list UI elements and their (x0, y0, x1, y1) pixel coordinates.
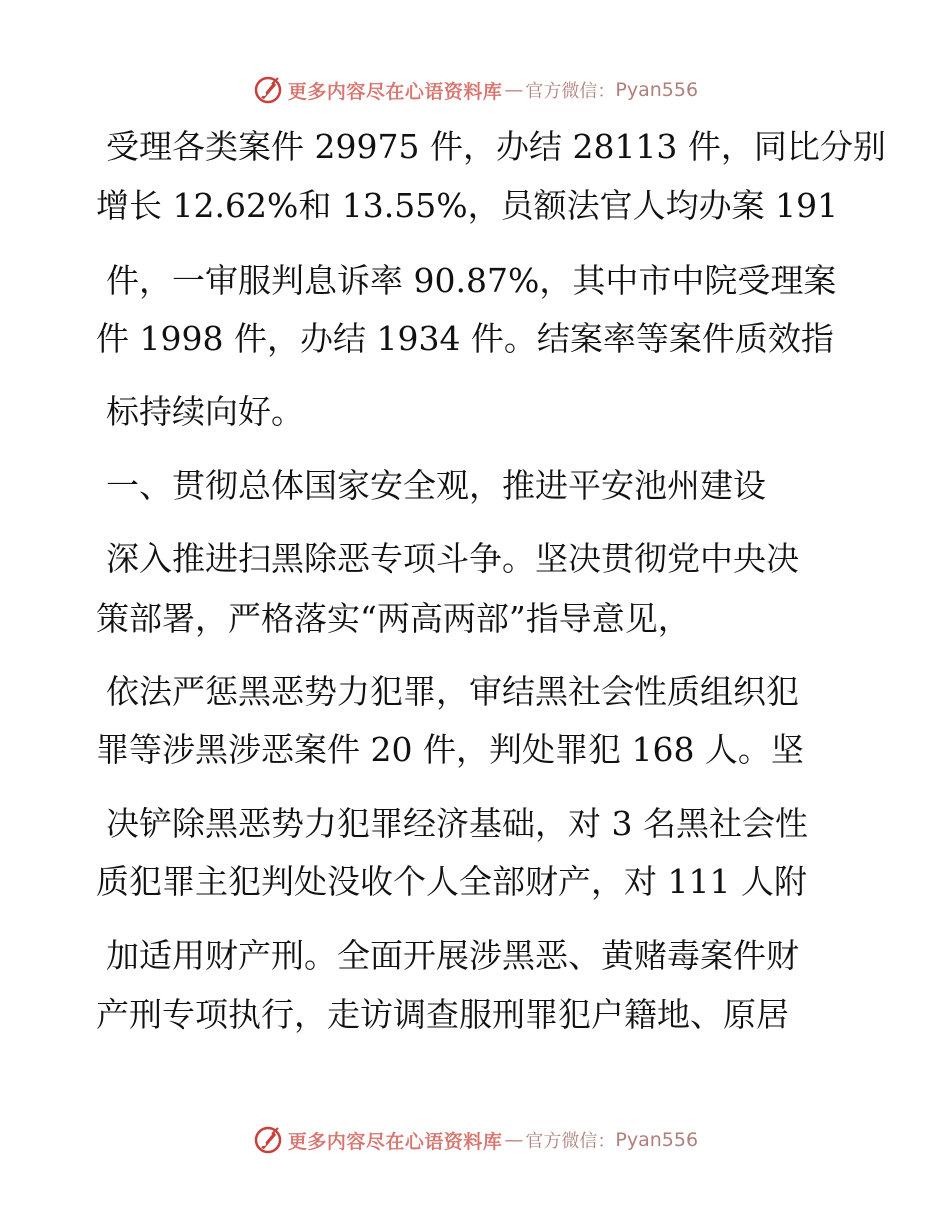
body-line: 策部署，严格落实“两高两部”指导意见， (96, 599, 691, 638)
section-heading: 一、贯彻总体国家安全观，推进平安池州建设 (106, 466, 766, 505)
body-line: 受理各类案件 29975 件，办结 28113 件，同比分别 (106, 127, 886, 166)
body-line: 件 1998 件，办结 1934 件。结案率等案件质效指 (96, 319, 834, 358)
header-watermark-banner (0, 70, 950, 110)
footer-watermark-banner (0, 1120, 950, 1160)
body-line: 质犯罪主犯判处没收个人全部财产，对 111 人附 (96, 862, 807, 901)
body-line: 罪等涉黑涉恶案件 20 件，判处罪犯 168 人。坚 (96, 730, 804, 769)
body-line: 依法严惩黑恶势力犯罪，审结黑社会性质组织犯 (106, 672, 799, 711)
body-line: 标持续向好。 (106, 392, 304, 431)
quill-logo-icon (252, 1124, 284, 1156)
banner-separator: — (504, 1129, 524, 1151)
body-line: 深入推进扫黑除恶专项斗争。坚决贯彻党中央决 (106, 539, 799, 578)
body-line: 件，一审服判息诉率 90.87%，其中市中院受理案 (106, 261, 837, 300)
banner-title: 更多内容尽在心语资料库 (287, 80, 503, 103)
body-line: 增长 12.62%和 13.55%，员额法官人均办案 191 (96, 186, 839, 225)
quill-logo-icon (252, 74, 284, 106)
banner-separator: — (504, 79, 524, 101)
banner-wechat-label: 官方微信： (525, 1131, 616, 1152)
banner-wechat-id: Pyan556 (615, 79, 699, 101)
body-line: 产刑专项执行，走访调查服刑罪犯户籍地、原居 (96, 995, 789, 1034)
banner-wechat-id: Pyan556 (615, 1129, 699, 1151)
body-line: 加适用财产刑。全面开展涉黑恶、黄赌毒案件财 (106, 936, 799, 975)
banner-title: 更多内容尽在心语资料库 (287, 1130, 503, 1153)
body-line: 决铲除黑恶势力犯罪经济基础，对 3 名黑社会性 (106, 804, 808, 843)
banner-wechat-label: 官方微信： (525, 81, 616, 102)
